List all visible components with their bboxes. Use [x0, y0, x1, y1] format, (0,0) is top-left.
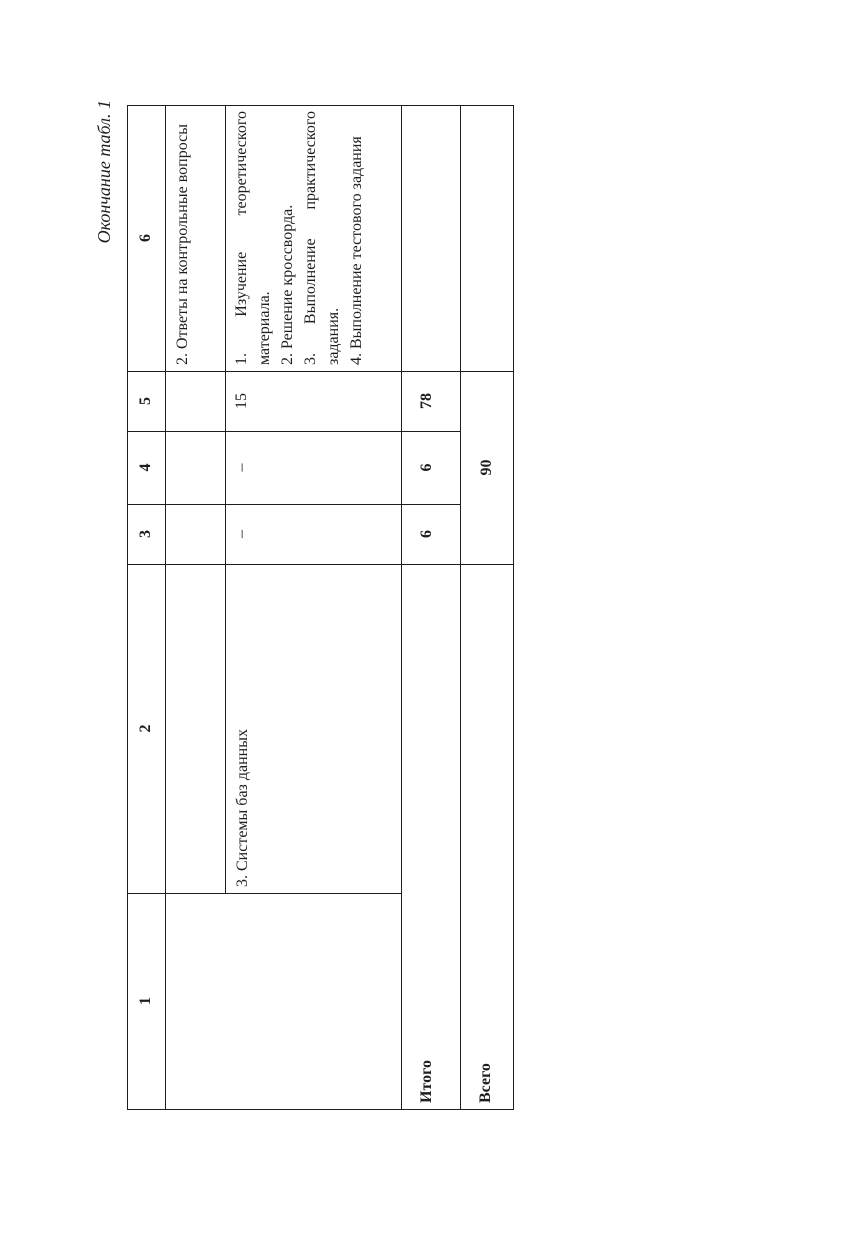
total-col5-value: 78 — [418, 393, 435, 409]
total-col4 — [401, 431, 460, 504]
header-col6-label: 6 — [137, 234, 154, 242]
table-caption-text: Окончание табл. 1 — [94, 100, 114, 244]
row2-col6 — [225, 105, 401, 371]
row2-task-1: 1. Изучение теоретического материала. — [233, 111, 273, 365]
border-bottom — [127, 1109, 514, 1110]
grand-total-value-cell — [460, 371, 513, 564]
header-col2 — [127, 564, 165, 893]
header-col4-label: 4 — [137, 463, 154, 472]
grand-total-value: 90 — [478, 459, 495, 476]
row2-col2-text: 3. Системы баз данных — [234, 729, 251, 887]
header-col1-label: 1 — [137, 997, 154, 1005]
table-caption — [92, 100, 116, 276]
rotated-table — [127, 105, 514, 1110]
header-col5 — [127, 371, 165, 431]
header-col3 — [127, 504, 165, 564]
header-col5-label: 5 — [137, 397, 154, 405]
total-col3-value: 6 — [418, 530, 435, 538]
total-col4-value: 6 — [418, 463, 435, 472]
row1-col6 — [165, 105, 225, 371]
row2-task-4: 4. Выполнение тестового задания — [348, 136, 365, 365]
header-col1 — [127, 893, 165, 1109]
grand-total-label: Всего — [477, 1063, 494, 1103]
border-right — [513, 105, 514, 1110]
header-col4 — [127, 431, 165, 504]
row2-col6-list — [225, 105, 401, 371]
row2-col5-value: 15 — [233, 393, 250, 409]
row1-col6-text: 2. Ответы на контрольные вопросы — [174, 124, 191, 365]
total-col5 — [401, 371, 460, 431]
total-label: Итого — [418, 1060, 435, 1103]
row2-col3 — [225, 504, 401, 564]
header-col3-label: 3 — [137, 530, 154, 538]
total-col3 — [401, 504, 460, 564]
total-label-cell — [401, 564, 460, 1109]
row2-col3-value: – — [233, 530, 250, 538]
header-col2-label: 2 — [137, 724, 154, 733]
row2-col4-value: – — [233, 463, 250, 472]
row2-col5 — [225, 371, 401, 431]
grand-total-label-cell — [460, 564, 513, 1109]
col2-col1-divider-lower — [225, 893, 401, 894]
row2-task-3: 3. Выполнение практического задания. — [302, 111, 342, 365]
row2-task-2: 2. Решение кроссворда. — [279, 204, 296, 365]
row2-col4 — [225, 431, 401, 504]
row2-col2 — [225, 564, 401, 893]
header-col6 — [127, 105, 165, 371]
